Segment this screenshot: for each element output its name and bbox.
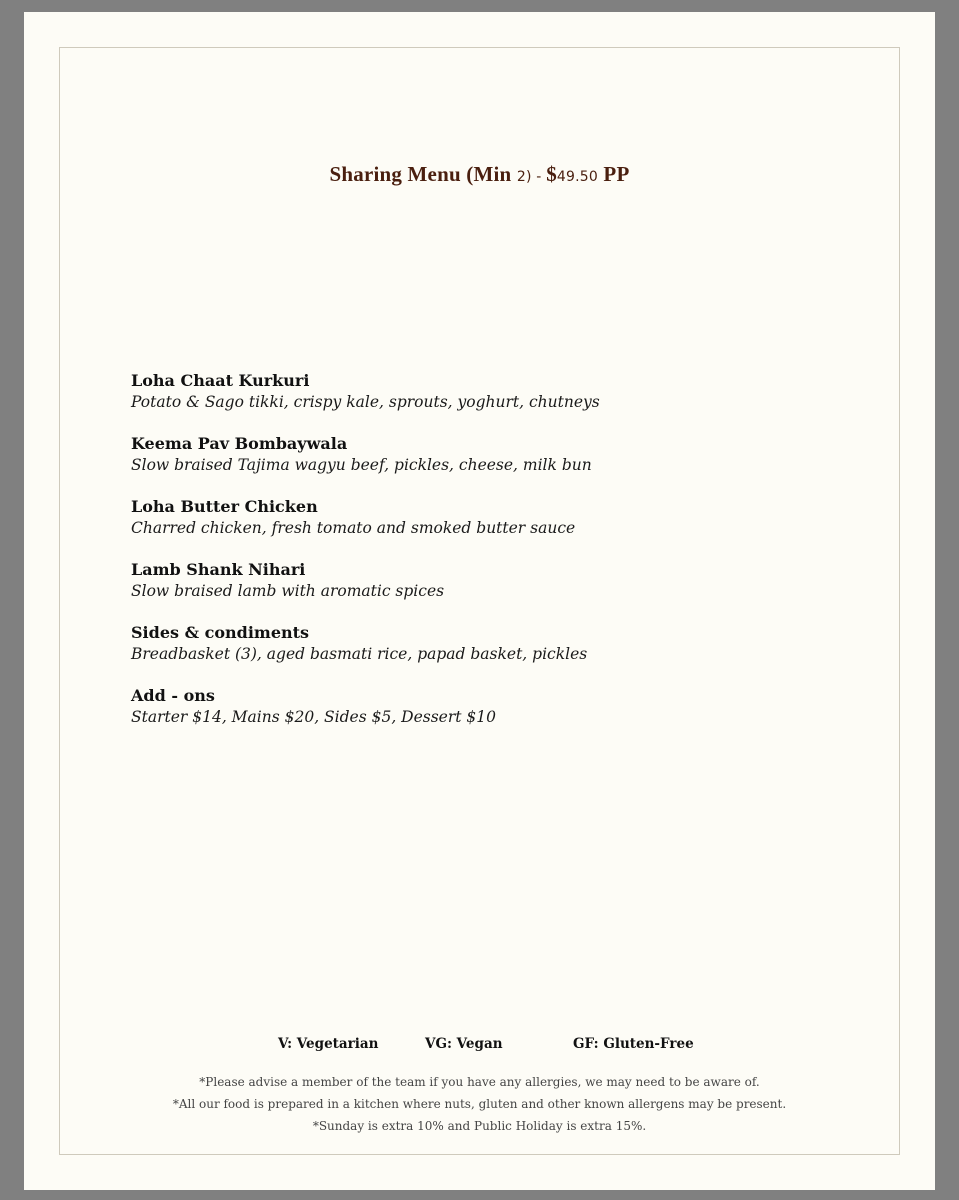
menu-item-name: Add - ons [131,686,215,705]
menu-item-name: Keema Pav Bombaywala [131,434,348,453]
menu-item-description: Breadbasket (3), aged basmati rice, papad basket, pickles [131,645,588,663]
legend-gluten-free: GF: Gluten-Free [573,1036,694,1052]
legend-vegetarian: V: Vegetarian [278,1036,379,1052]
menu-item-name: Sides & condiments [131,623,310,642]
note-line: *Sunday is extra 10% and Public Holiday is extra 15%. [312,1119,647,1133]
menu-item-description: Charred chicken, fresh tomato and smoked butter sauce [131,519,576,537]
note-line: *Please advise a member of the team if you have any allergies, we may need to be aware of. [199,1075,760,1089]
menu-item-description: Slow braised lamb with aromatic spices [131,582,445,600]
menu-item-description: Starter $14, Mains $20, Sides $5, Dessert $10 [131,708,497,726]
menu-item-name: Lamb Shank Nihari [131,560,306,579]
menu-item [131,622,831,665]
menu-item [131,559,831,602]
dietary-legend [24,1036,935,1056]
note-line: *All our food is prepared in a kitchen where nuts, gluten and other known allergens may be present. [172,1097,787,1111]
allergy-notes [24,1071,935,1137]
title-text: Sharing Menu (Min [329,162,517,186]
menu-item-name: Loha Butter Chicken [131,497,318,516]
title-price: 49.50 [556,169,598,185]
menu-item [131,496,831,539]
menu-item-name: Loha Chaat Kurkuri [131,371,310,390]
menu-title [24,162,935,187]
title-min-count: 2) - [516,169,547,185]
menu-page [24,12,935,1190]
menu-item-description: Potato & Sago tikki, crispy kale, sprouts, yoghurt, chutneys [131,393,600,411]
legend-vegan: VG: Vegan [425,1036,503,1052]
menu-item [131,433,831,476]
menu-item [131,370,831,413]
menu-item-description: Slow braised Tajima wagyu beef, pickles, cheese, milk bun [131,456,592,474]
title-pp: PP [597,162,630,186]
menu-items [131,370,831,748]
menu-item [131,685,831,728]
title-currency: $ [546,162,557,186]
